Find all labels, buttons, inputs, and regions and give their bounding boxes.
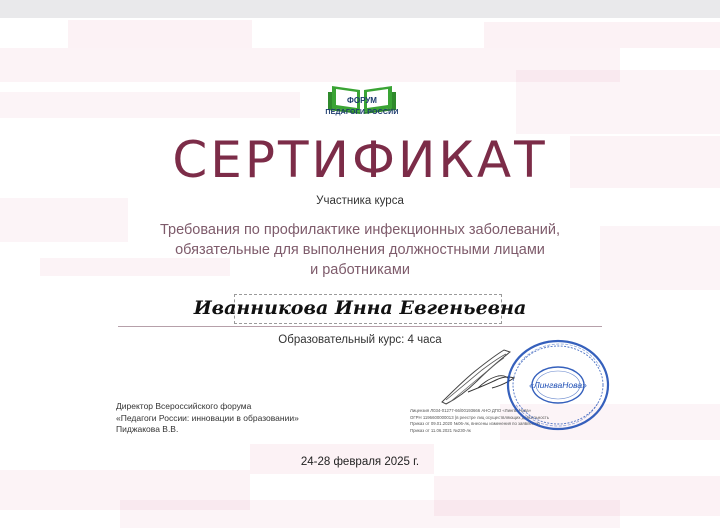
director-forum: «Педагоги России: инновации в образовании» (116, 412, 299, 423)
participant-label: Участника курса (316, 195, 404, 207)
license-line: ОГРН 1196600000013 (в реестре лиц осуществляющих деятельность (410, 414, 549, 420)
background-decoration (600, 226, 720, 290)
certificate-title: СЕРТИФИКАТ (172, 131, 548, 189)
course-date: 24-28 февраля 2025 г. (300, 456, 420, 468)
course-hours: Образовательный курс: 4 часа (278, 334, 442, 346)
logo-text: ФОРУМ (347, 96, 377, 105)
license-line: Лицензия Л034-01277-66/00193666 АНО ДПО «ЛингваНова» (410, 408, 532, 413)
background-decoration (120, 500, 620, 528)
background-decoration (516, 70, 720, 134)
course-title-line: и работниками (310, 262, 410, 278)
background-decoration (484, 22, 720, 48)
director-title: Директор Всероссийского форума (116, 401, 252, 411)
logo-caption: ПЕДАГОГИ РОССИИ (325, 109, 399, 116)
license-line: Приказ от 11.06.2021 №230-лк (410, 427, 471, 433)
stamp-center-text: «ЛингваНова» (529, 380, 587, 390)
top-bar (0, 0, 720, 18)
recipient-name: Иванникова Инна Евгеньевна (193, 297, 527, 319)
course-title (130, 220, 590, 280)
director-block (116, 401, 376, 436)
background-decoration (0, 92, 300, 118)
background-decoration (68, 20, 252, 48)
official-stamp (504, 335, 612, 435)
course-title-line: обязательные для выполнения должностными лицами (175, 242, 545, 258)
director-name: Пиджакова В.В. (116, 424, 179, 434)
course-title-line: Требования по профилактике инфекционных заболеваний, (159, 222, 561, 238)
name-underline (118, 326, 602, 327)
license-line: Приказ от 09.01.2020 №06-лк, внесены изменения по заявлению (410, 421, 540, 427)
